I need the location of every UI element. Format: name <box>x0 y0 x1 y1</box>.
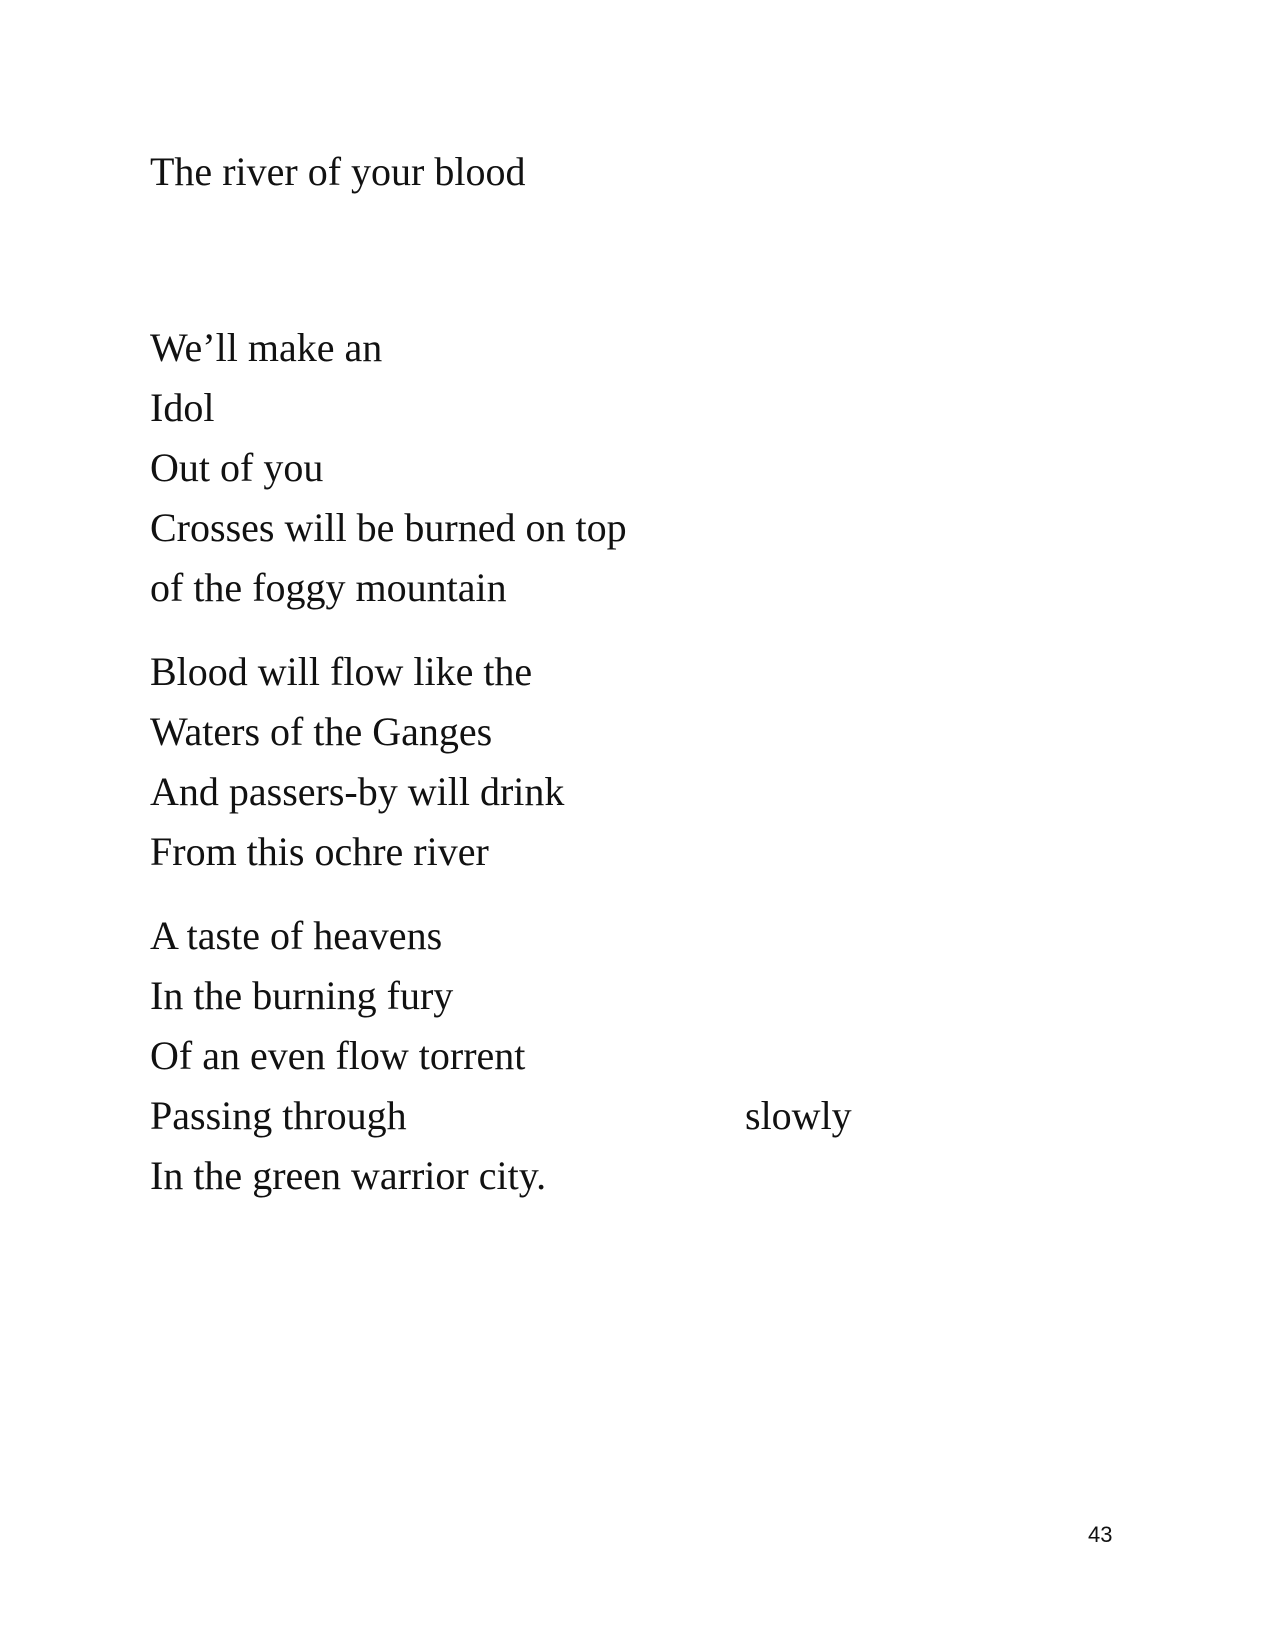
page-number: 43 <box>1088 1522 1113 1547</box>
poem-line: In the burning fury <box>150 973 454 1018</box>
poem-line: of the foggy mountain <box>150 565 507 610</box>
stanza-1 <box>150 318 1150 618</box>
poem-aside-word: slowly <box>745 1093 852 1138</box>
poem-line: And passers-by will drink <box>150 769 565 814</box>
stanza-2 <box>150 642 1150 882</box>
poem-line-text: Passing through <box>150 1093 407 1138</box>
poem-line: Out of you <box>150 445 324 490</box>
poem-line: We’ll make an <box>150 325 383 370</box>
poem-line-with-aside <box>150 1086 1150 1146</box>
stanza-3 <box>150 906 1150 1206</box>
poem-line: Waters of the Ganges <box>150 709 493 754</box>
poem-line: Crosses will be burned on top <box>150 505 627 550</box>
poem-line: Of an even flow torrent <box>150 1033 526 1078</box>
poem-body <box>150 318 1150 1206</box>
poem-line: A taste of heavens <box>150 913 443 958</box>
poem-line: Blood will flow like the <box>150 649 533 694</box>
poem-title: The river of your blood <box>150 149 526 194</box>
poem-line: In the green warrior city. <box>150 1153 547 1198</box>
poem-line: Idol <box>150 385 215 430</box>
poem-line: From this ochre river <box>150 829 489 874</box>
